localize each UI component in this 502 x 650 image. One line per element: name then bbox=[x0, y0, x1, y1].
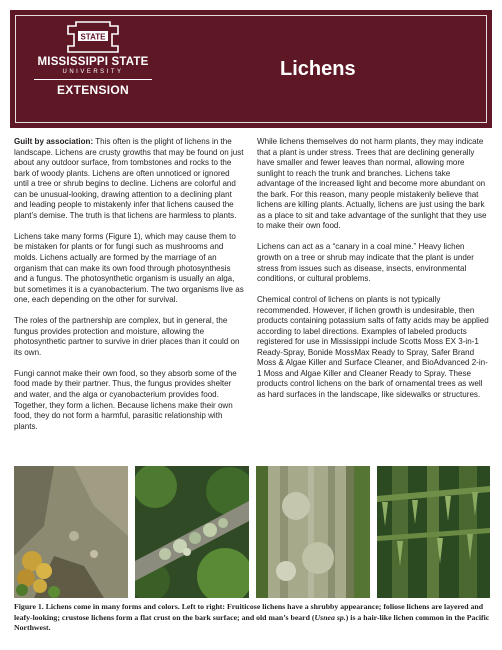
figure-caption bbox=[14, 602, 490, 634]
paragraph-text: The roles of the partnership are complex, but in general, the fungus provides protection and moisture, allowing the photosynthetic partner to survive in drier places than it could on its own. bbox=[14, 316, 240, 357]
paragraph-text: Lichens take many forms (Figure 1), which may cause them to be mistaken for plants or for fungi such as mushrooms and molds. Lichens actually are formed by the marriage of an organism that can make its own food through photosynthesis and a fungus. The photosynthetic organism is usually an alga, but sometimes it is a cyanobacterium. The two organisms live as one, each depending on the other for survival. bbox=[14, 231, 244, 305]
msu-extension-logo[interactable] bbox=[28, 20, 158, 120]
photo-crustose-lichen bbox=[256, 466, 370, 598]
paragraph-text: While lichens themselves do not harm plants, they may indicate that a plant is under stress. Trees that are declining generally have smaller and fewer leaves than normal, allowing more sunlight to reach the trunk and branches. Lichens take advantage of the increased light and become more abundant on the bark. For this reason, many people mistakenly believe that lichens are killing plants. Actually, lichens are just using the bark as a place to sit and take advantage of the sunlight that they use to make their own food. bbox=[257, 137, 487, 231]
paragraph-text: Chemical control of lichens on plants is not typically recommended. However, if lichen growth is undesirable, then products containing potassium salts of fatty acids may be applied according to label directions. Examples of labeled products registered for use in Mississippi include Scotts Moss EX 3-in-1 Ready-Spray, Bonide MossMax Ready to Spray, Safer Brand Moss & Algae Killer and Surface Cleaner, and BioAdvanced 2-in-1 Moss and Algae Killer and Cleaner Ready to Spray. These products control lichens on the bark of ornamental trees as well as hard surfaces in the landscape, like sidewalks or structures. bbox=[257, 295, 489, 400]
body-text bbox=[14, 137, 490, 457]
paragraph bbox=[257, 295, 489, 400]
right-column bbox=[257, 137, 489, 411]
logo-divider bbox=[34, 79, 152, 80]
paragraph bbox=[257, 242, 489, 284]
figure-photos bbox=[14, 466, 490, 598]
logo-university-name: MISSISSIPPI STATE bbox=[37, 56, 149, 68]
photo-old-mans-beard-lichen bbox=[377, 466, 490, 598]
caption-text-end: ) is a hair-like lichen common in the Pacific Northwest. bbox=[14, 612, 490, 632]
paragraph bbox=[257, 137, 489, 232]
logo-university-word: UNIVERSITY bbox=[62, 69, 124, 75]
paragraph bbox=[14, 369, 246, 432]
paragraph-text: This often is the plight of lichens in the landscape. Lichens are crusty growths that may be found on just about any outdoor surface, from tombstones and rocks to the bark of woody plants. Lichens are often unnoticed or ignored until a tree or shrub begins to decline. Lichens are colorful and can be unusual-looking, drawing attention to a declining plant and leading people to mistakenly infer that lichens caused the plant’s demise. The truth is that lichens are harmless to plants. bbox=[14, 137, 244, 220]
photo-foliose-lichen bbox=[135, 466, 249, 598]
paragraph bbox=[14, 316, 246, 358]
paragraph-lead: Guilt by association: bbox=[14, 137, 94, 146]
caption-text: Figure 1. Lichens come in many forms and colors. Left to right: Fruiticose lichens have a shrubby appearance; foliose lichens are layered and leafy-looking; crustose lichens form a flat crust on the bark surface; and old man’s beard ( bbox=[14, 602, 484, 622]
paragraph-text: Fungi cannot make their own food, so they absorb some of the food made by their partner. Thus, the fungus provides shelter and water, and the alga or cyanobacterium provides food. Together, they form a lichen. Because lichens make their own food, they do not form a harmful, parasitic relationship with plants. bbox=[14, 368, 237, 431]
caption-species: Usnea sp. bbox=[314, 612, 346, 622]
paragraph-text: Lichens can act as a “canary in a coal mine.” Heavy lichen growth on a tree or shrub may indicate that the plant is under stress from issues such as disease, insects, environmental conditions, or cultural problems. bbox=[257, 242, 474, 284]
msu-seal-icon bbox=[64, 20, 122, 54]
left-column bbox=[14, 137, 246, 443]
seal-text: STATE bbox=[80, 32, 106, 42]
logo-extension: EXTENSION bbox=[56, 83, 130, 97]
paragraph bbox=[14, 232, 246, 306]
header-banner bbox=[10, 10, 492, 128]
page-title: Lichens bbox=[280, 58, 356, 80]
paragraph bbox=[14, 137, 246, 221]
photo-fruticose-lichen bbox=[14, 466, 128, 598]
